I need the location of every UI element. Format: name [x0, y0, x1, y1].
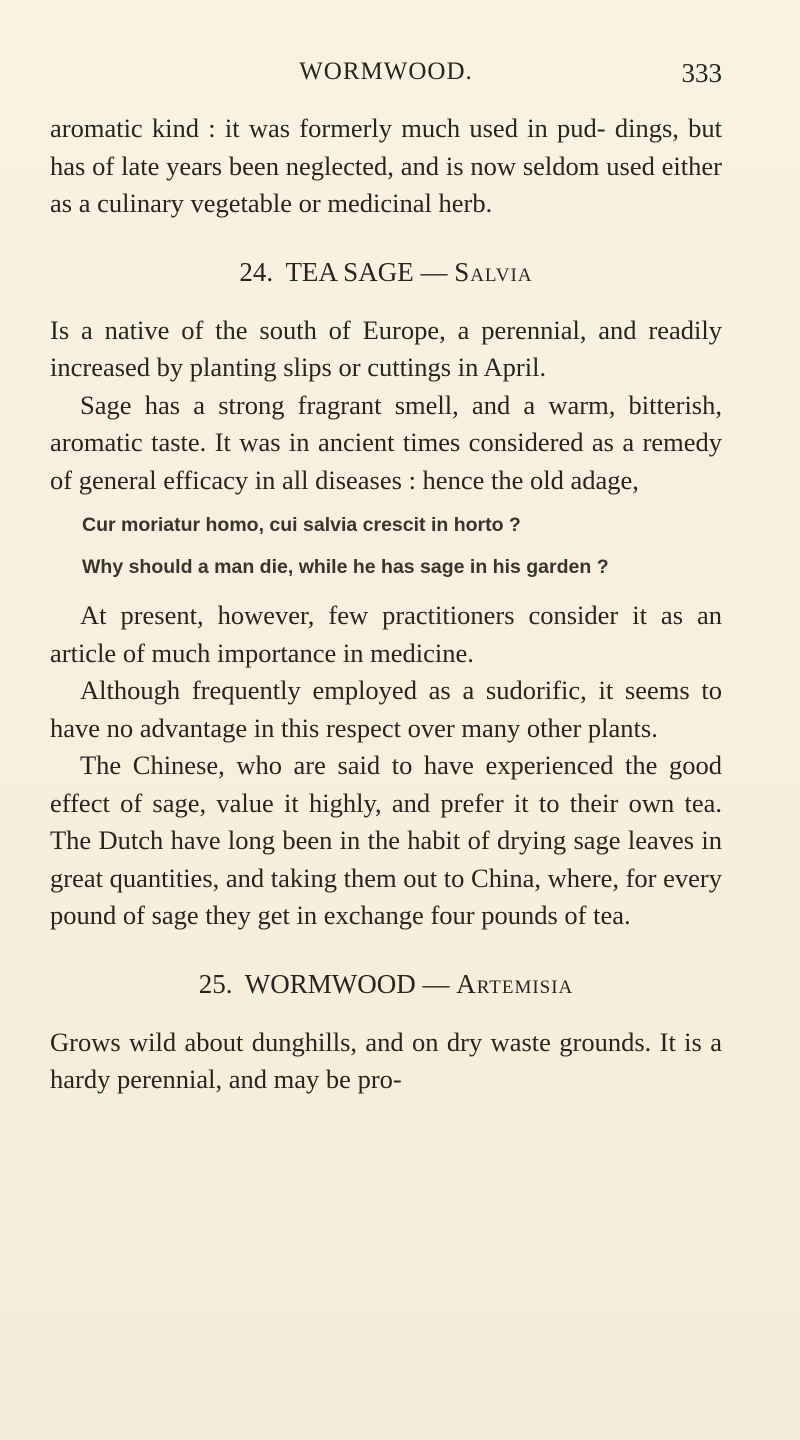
section-heading-wormwood: [50, 966, 722, 1002]
section-heading-tea-sage: [50, 254, 722, 290]
paragraph: Sage has a strong fragrant smell, and a warm, bitterish, aromatic taste. It was in ancient times considered as a remedy of general efficacy in all diseases : hence the old adage,: [50, 389, 722, 495]
paragraph: Although frequently employed as a sudorific, it seems to have no advantage in this respect over many other plants.: [50, 675, 722, 743]
quote-latin: Cur moriatur homo, cui salvia crescit in horto ?: [82, 514, 521, 536]
paragraph: Is a native of the south of Europe, a perennial, and readily increased by planting slips or cuttings in April.: [50, 314, 722, 382]
page-number: 333: [681, 58, 722, 88]
section-title: TEA SAGE —: [285, 256, 448, 287]
paragraph-continued: aromatic kind : it was formerly much used in pud- dings, but has of late years been neglected, and is now seldom used either as a culinary vegetable or medicinal herb.: [50, 113, 722, 218]
section-number: 25.: [198, 968, 233, 999]
paragraph: Grows wild about dunghills, and on dry waste grounds. It is a hardy perennial, and may be pro-: [50, 1026, 722, 1094]
text-block: [50, 110, 722, 1099]
section-number: 24.: [239, 256, 274, 287]
section-latin-name: Artemisia: [456, 968, 574, 999]
paragraph: The Chinese, who are said to have experienced the good effect of sage, value it highly, and prefer it to their own tea. The Dutch have long been in the habit of drying sage leaves in great quantities, and taking them out to China, where, for every pound of sage they get in exchange four pounds of tea.: [50, 750, 722, 930]
quote-english: Why should a man die, while he has sage in his garden ?: [82, 556, 609, 578]
section-title: WORMWOOD —: [244, 968, 450, 999]
running-head-title: WORMWOOD.: [299, 58, 473, 85]
section-latin-name: Salvia: [454, 256, 533, 287]
running-head: [50, 58, 722, 98]
paragraph: At present, however, few practitioners consider it as an article of much importance in medicine.: [50, 600, 722, 668]
